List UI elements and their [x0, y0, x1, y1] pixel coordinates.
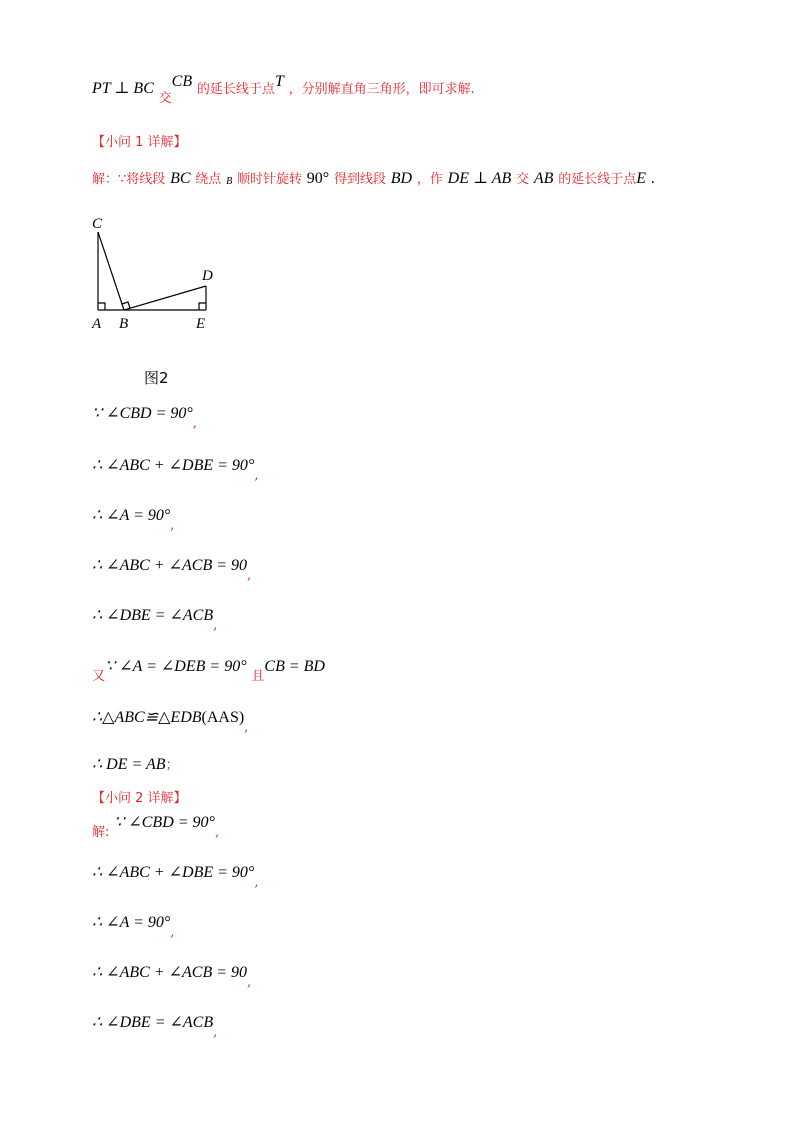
- label-a: A: [92, 316, 102, 332]
- q1-zuo: ，作: [416, 172, 443, 187]
- q1-bc: BC: [170, 170, 191, 187]
- q1-step-5: [92, 605, 218, 633]
- q1-step-2-math: ∴ ∠ABC + ∠DBE = 90°: [92, 457, 255, 474]
- q2-jie: 解:: [92, 825, 110, 840]
- q1-de-perp: DE ⊥ AB: [447, 170, 512, 187]
- right-angle-a: [98, 303, 105, 310]
- q1-step-3: [92, 505, 175, 533]
- figure-caption: 图2: [144, 369, 169, 387]
- q1-jiao: 交: [516, 172, 530, 187]
- q1-step-4-math: ∴ ∠ABC + ∠ACB = 90: [92, 557, 248, 574]
- q2-first-math: ∵ ∠CBD = 90°: [114, 814, 215, 831]
- q1-rao: 绕点: [195, 172, 222, 187]
- q2-header: 【小问 2 详解】: [92, 791, 187, 806]
- q1-step-2-tail: ,: [254, 468, 259, 483]
- q1-e: E: [636, 170, 647, 187]
- q2-step-3: [92, 962, 252, 990]
- intro-cb: CB: [171, 73, 193, 90]
- segment-bd: [124, 286, 206, 310]
- q1-qie: 且: [251, 669, 265, 684]
- q1-ab: AB: [533, 170, 554, 187]
- q2-step-2-tail: ,: [170, 925, 175, 940]
- q1-conclusion: [92, 754, 179, 774]
- q2-step-1-tail: ,: [254, 875, 259, 890]
- q2-step-1: [92, 862, 259, 890]
- q1-step-1: [92, 403, 197, 431]
- q1-congruent-tail: ,: [244, 720, 249, 735]
- q1-congruent-aas: (AAS): [201, 709, 245, 726]
- q1-header: 【小问 1 详解】: [92, 135, 187, 150]
- intro-text2: ，分别解直角三角形，即可求解.: [288, 82, 475, 97]
- q2-first: [92, 812, 220, 840]
- q1-b: B: [226, 176, 233, 187]
- q2-first-tail: ,: [214, 825, 220, 840]
- q1-step-3-math: ∴ ∠A = 90°: [92, 507, 171, 524]
- q1-yan: 的延长线于点: [558, 172, 637, 187]
- label-d: D: [202, 268, 213, 284]
- q1-angle: 90°: [306, 170, 330, 187]
- q1-congruent-math: ∴△ABC≌△EDB: [92, 709, 202, 726]
- q1-step-5-tail: ,: [213, 618, 218, 633]
- q1-you: 又: [92, 669, 106, 684]
- q1-step-3-tail: ,: [170, 518, 175, 533]
- q1-shun: 顺时针旋转: [236, 172, 302, 187]
- q1-step-5-math: ∴ ∠DBE = ∠ACB: [92, 607, 214, 624]
- intro-t: T: [274, 73, 284, 90]
- right-angle-e: [199, 303, 206, 310]
- q1-you-math: ∵ ∠A = ∠DEB = 90°: [105, 658, 247, 675]
- label-e: E: [196, 316, 206, 332]
- intro-pt-perp-bc: PT ⊥ BC: [92, 80, 154, 97]
- q1-intro-line: [92, 168, 655, 188]
- q1-end: .: [650, 170, 655, 187]
- q1-step-1-math: ∵ ∠CBD = 90°: [92, 405, 193, 422]
- q2-step-2: [92, 912, 175, 940]
- segment-cb: [98, 232, 124, 310]
- intro-jiao: 交: [158, 91, 172, 106]
- q1-congruent: [92, 707, 249, 735]
- geometry-figure: [86, 212, 226, 337]
- q2-step-4: [92, 1012, 218, 1040]
- q1-step-4-tail: ,: [247, 568, 252, 583]
- q2-step-3-tail: ,: [247, 975, 252, 990]
- intro-line: [92, 73, 475, 106]
- intro-text1: 的延长线于点: [196, 82, 275, 97]
- q2-step-4-math: ∴ ∠DBE = ∠ACB: [92, 1014, 214, 1031]
- q1-you-math2: CB = BD: [264, 658, 325, 675]
- q2-step-3-math: ∴ ∠ABC + ∠ACB = 90: [92, 964, 248, 981]
- q2-step-1-math: ∴ ∠ABC + ∠DBE = 90°: [92, 864, 255, 881]
- q1-step-4: [92, 555, 252, 583]
- q1-you-line: [92, 656, 325, 684]
- q1-step-1-tail: ,: [192, 416, 197, 431]
- q1-conclusion-tail: ；: [165, 758, 179, 773]
- label-b: B: [119, 316, 129, 332]
- q1-jie: 解：∵将线段: [92, 172, 166, 187]
- q1-step-2: [92, 455, 259, 483]
- q2-step-4-tail: ,: [213, 1025, 218, 1040]
- label-c: C: [92, 216, 103, 232]
- q1-conclusion-math: ∴ DE = AB: [92, 756, 166, 773]
- q2-step-2-math: ∴ ∠A = 90°: [92, 914, 171, 931]
- q1-de: 得到线段: [333, 172, 386, 187]
- q1-bd: BD: [390, 170, 413, 187]
